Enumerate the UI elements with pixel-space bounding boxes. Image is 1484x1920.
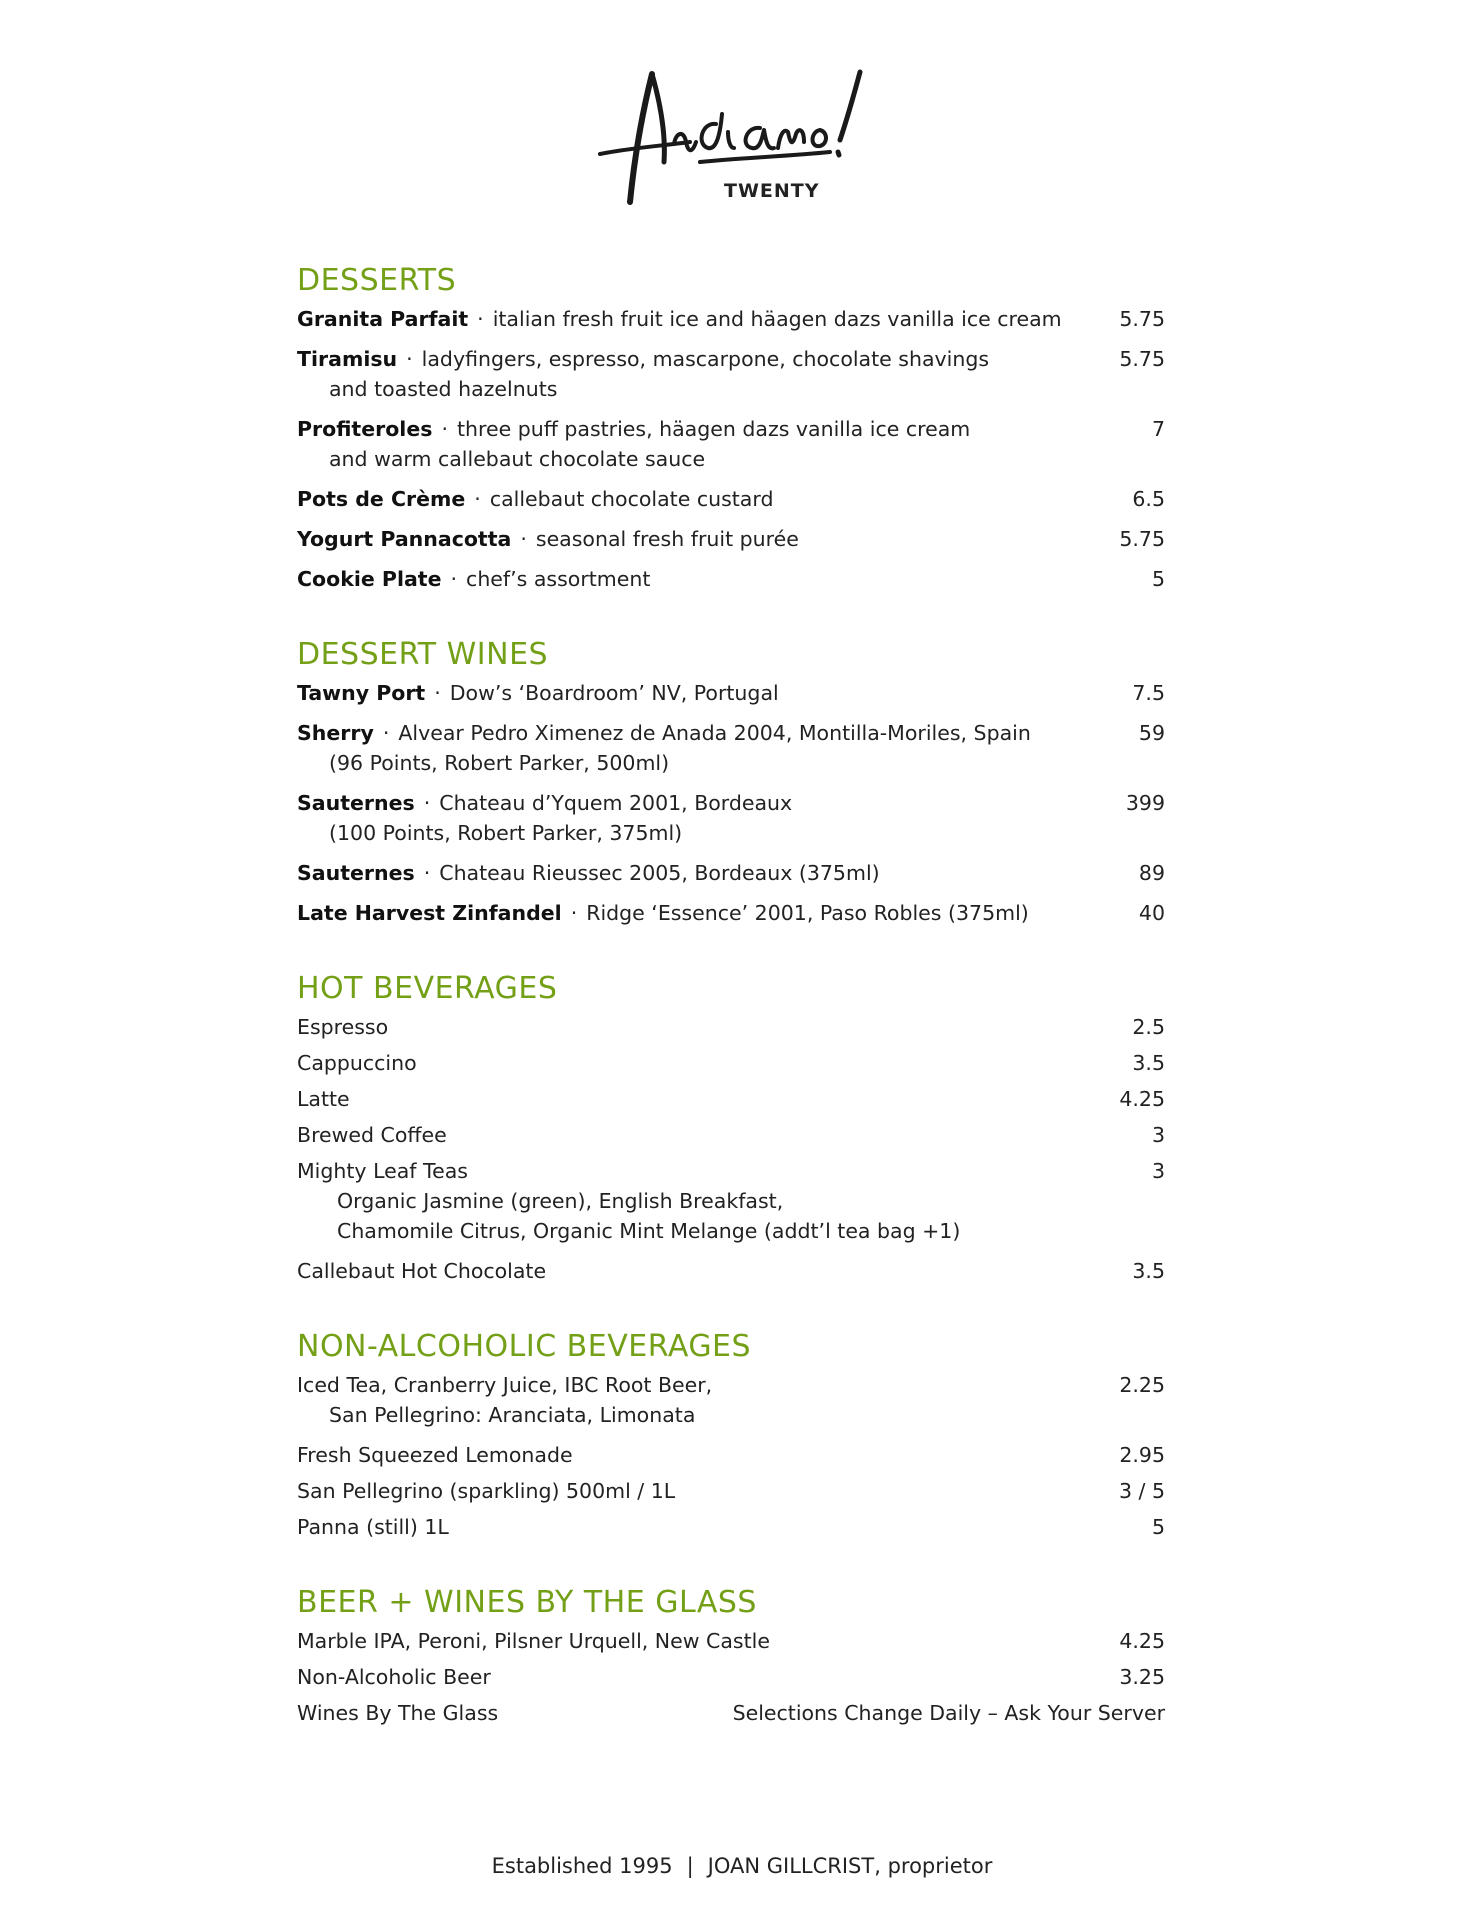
item-name: Tawny Port [297, 681, 426, 705]
menu-item [297, 1370, 1165, 1430]
dot-separator: · [474, 487, 481, 511]
item-name: Pots de Crème [297, 487, 466, 511]
item-description: three puff pastries, häagen dazs vanilla ice cream [456, 417, 971, 441]
dot-separator: · [423, 791, 431, 815]
item-description: chef’s assortment [466, 567, 651, 591]
section-non-alcoholic [297, 1330, 1165, 1542]
menu-item [297, 1012, 1165, 1042]
menu-item [297, 1084, 1165, 1114]
tea-varieties [297, 1186, 1165, 1246]
dot-separator: · [382, 721, 390, 745]
item-price: 399 [1125, 791, 1165, 815]
item-name: Sherry [297, 721, 374, 745]
menu-item [297, 718, 1165, 778]
item-price: 7 [1151, 417, 1165, 441]
item-price: 6.5 [1132, 487, 1165, 511]
item-name: Callebaut Hot Chocolate [297, 1259, 547, 1283]
menu-item [297, 1626, 1165, 1656]
menu-item [297, 1662, 1165, 1692]
item-name: Panna (still) 1L [297, 1515, 449, 1539]
item-price: 3 / 5 [1118, 1479, 1165, 1503]
dot-separator: · [570, 901, 578, 925]
menu-item [297, 678, 1165, 708]
item-description: Chateau d’Yquem 2001, Bordeaux [439, 791, 793, 815]
item-price: 7.5 [1132, 681, 1165, 705]
item-name: Granita Parfait [297, 307, 469, 331]
item-price: 5.75 [1119, 307, 1165, 331]
section-title: NON-ALCOHOLIC BEVERAGES [297, 1329, 752, 1364]
section-desserts [297, 264, 1165, 594]
menu-item [297, 564, 1165, 594]
item-name-continued: San Pellegrino: Aranciata, Limonata [329, 1403, 696, 1427]
menu-item [297, 858, 1165, 888]
item-price: 3.5 [1132, 1051, 1165, 1075]
item-name: Latte [297, 1087, 350, 1111]
item-name: Iced Tea, Cranberry Juice, IBC Root Beer, [297, 1373, 713, 1397]
section-title: DESSERT WINES [297, 637, 549, 672]
menu-item [297, 1698, 1165, 1728]
item-price: 59 [1138, 721, 1165, 745]
item-price: 2.25 [1119, 1373, 1165, 1397]
dot-separator: · [450, 567, 458, 591]
section-title: DESSERTS [297, 263, 457, 298]
item-name: Fresh Squeezed Lemonade [297, 1443, 573, 1467]
item-price: 5 [1151, 1515, 1165, 1539]
item-price: 40 [1138, 901, 1165, 925]
section-hot-beverages [297, 972, 1165, 1286]
section-title: HOT BEVERAGES [297, 971, 558, 1006]
item-name: Tiramisu [297, 347, 398, 371]
menu-item [297, 1256, 1165, 1286]
menu-item [297, 1476, 1165, 1506]
item-name: Late Harvest Zinfandel [297, 901, 562, 925]
item-description: Dow’s ‘Boardroom’ NV, Portugal [449, 681, 779, 705]
item-price: 5 [1151, 567, 1165, 591]
item-price: 4.25 [1119, 1629, 1165, 1653]
dot-separator: · [423, 861, 431, 885]
item-name: Marble IPA, Peroni, Pilsner Urquell, New Castle [297, 1629, 770, 1653]
menu-item [297, 1512, 1165, 1542]
item-price: 3.5 [1132, 1259, 1165, 1283]
item-description: Ridge ‘Essence’ 2001, Paso Robles (375ml) [586, 901, 1029, 925]
menu-item [297, 524, 1165, 554]
item-description: italian fresh fruit ice and häagen dazs vanilla ice cream [492, 307, 1062, 331]
menu-item [297, 414, 1165, 474]
menu-item [297, 484, 1165, 514]
dot-separator: · [441, 417, 448, 441]
menu-item [297, 304, 1165, 334]
item-description: ladyfingers, espresso, mascarpone, chocolate shavings [421, 347, 990, 371]
dot-separator: · [434, 681, 441, 705]
menu-item [297, 898, 1165, 928]
item-price: 2.95 [1119, 1443, 1165, 1467]
proprietor-text: JOAN GILLCRIST, proprietor [707, 1854, 993, 1878]
item-price: 5.75 [1119, 527, 1165, 551]
item-description: callebaut chocolate custard [489, 487, 774, 511]
item-name: San Pellegrino (sparkling) 500ml / 1L [297, 1479, 676, 1503]
item-name: Sauternes [297, 861, 415, 885]
item-description-continued: (96 Points, Robert Parker, 500ml) [329, 751, 670, 775]
menu-content [297, 264, 1165, 1772]
menu-item [297, 344, 1165, 404]
section-beer-wines [297, 1586, 1165, 1728]
item-name: Non-Alcoholic Beer [297, 1665, 491, 1689]
item-description-continued: and warm callebaut chocolate sauce [329, 447, 706, 471]
item-price: 3 [1151, 1159, 1165, 1183]
item-price: 2.5 [1132, 1015, 1165, 1039]
item-name: Cappuccino [297, 1051, 417, 1075]
dot-separator: · [520, 527, 527, 551]
dot-separator: · [477, 307, 484, 331]
item-name: Sauternes [297, 791, 415, 815]
tea-varieties-line: Chamomile Citrus, Organic Mint Melange (addt’l tea bag +1) [337, 1219, 961, 1243]
item-price: 5.75 [1119, 347, 1165, 371]
item-description-continued: and toasted hazelnuts [329, 377, 558, 401]
item-price: Selections Change Daily – Ask Your Server [732, 1701, 1165, 1725]
section-dessert-wines [297, 638, 1165, 928]
item-description: Chateau Rieussec 2005, Bordeaux (375ml) [439, 861, 880, 885]
menu-item [297, 1120, 1165, 1150]
item-price: 3 [1151, 1123, 1165, 1147]
item-name: Cookie Plate [297, 567, 442, 591]
menu-item [297, 1048, 1165, 1078]
footer [0, 1854, 1484, 1878]
footer-separator: | [686, 1854, 694, 1878]
item-name: Wines By The Glass [297, 1701, 499, 1725]
item-name: Mighty Leaf Teas [297, 1159, 468, 1183]
established-text: Established 1995 [491, 1854, 673, 1878]
item-description: seasonal fresh fruit purée [535, 527, 799, 551]
section-title: BEER + WINES BY THE GLASS [297, 1585, 757, 1620]
menu-item [297, 1156, 1165, 1186]
item-description: Alvear Pedro Ximenez de Anada 2004, Montilla-Moriles, Spain [398, 721, 1031, 745]
item-price: 3.25 [1119, 1665, 1165, 1689]
item-description-continued: (100 Points, Robert Parker, 375ml) [329, 821, 683, 845]
menu-item [297, 788, 1165, 848]
item-name: Profiteroles [297, 417, 433, 441]
item-price: 4.25 [1119, 1087, 1165, 1111]
item-name: Yogurt Pannacotta [297, 527, 512, 551]
menu-item [297, 1440, 1165, 1470]
tea-varieties-line: Organic Jasmine (green), English Breakfast, [337, 1189, 784, 1213]
restaurant-logo [590, 62, 910, 212]
logo-subtitle: TWENTY [724, 180, 820, 202]
dot-separator: · [406, 347, 413, 371]
item-name: Espresso [297, 1015, 389, 1039]
item-name: Brewed Coffee [297, 1123, 447, 1147]
item-price: 89 [1138, 861, 1165, 885]
